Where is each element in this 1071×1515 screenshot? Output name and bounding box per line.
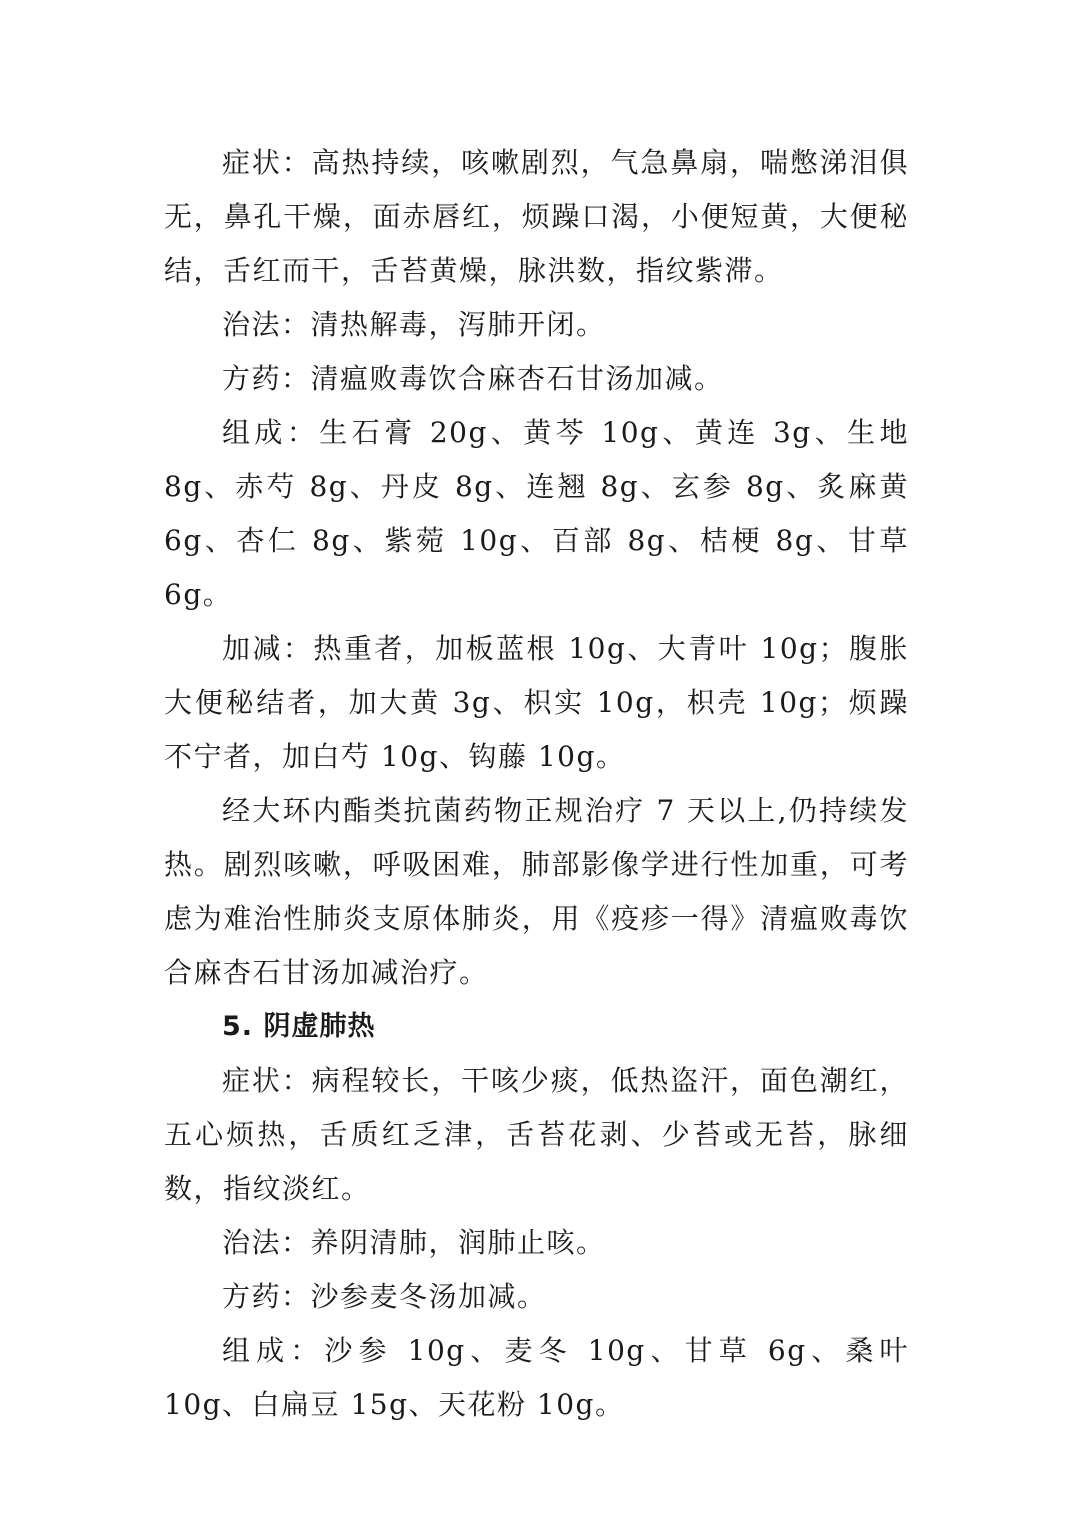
paragraph-prescription-yin: 方药：沙参麦冬汤加减。 bbox=[222, 1280, 547, 1313]
paragraph-composition-heat: 组成：生石膏 20g、黄芩 10g、黄连 3g、生地 8g、赤芍 8g、丹皮 8g、连翘 8g、玄参 8g、炙麻黄 6g、杏仁 8g、紫菀 10g、百部 8g、桔梗 8g、甘草 6g。 bbox=[164, 416, 909, 611]
paragraph-refractory-note: 经大环内酯类抗菌药物正规治疗 7 天以上,仍持续发热。剧烈咳嗽，呼吸困难，肺部影像学进行性加重，可考虑为难治性肺炎支原体肺炎，用《疫疹一得》清瘟败毒饮合麻杏石甘汤加减治疗。 bbox=[164, 794, 909, 989]
paragraph-composition-yin: 组成：沙参 10g、麦冬 10g、甘草 6g、桑叶 10g、白扁豆 15g、天花粉 10g。 bbox=[164, 1334, 909, 1421]
paragraph-symptoms-yin: 症状：病程较长，干咳少痰，低热盗汗，面色潮红，五心烦热，舌质红乏津，舌苔花剥、少苔或无苔，脉细数，指纹淡红。 bbox=[164, 1064, 909, 1205]
paragraph-modification-heat: 加减：热重者，加板蓝根 10g、大青叶 10g；腹胀大便秘结者，加大黄 3g、枳实 10g，枳壳 10g；烦躁不宁者，加白芍 10g、钩藤 10g。 bbox=[164, 632, 909, 773]
paragraph-treatment-heat: 治法：清热解毒，泻肺开闭。 bbox=[222, 308, 606, 341]
paragraph-treatment-yin: 治法：养阴清肺，润肺止咳。 bbox=[222, 1226, 606, 1259]
section-heading: 5. 阴虚肺热 bbox=[222, 1011, 376, 1042]
paragraph-prescription-heat: 方药：清瘟败毒饮合麻杏石甘汤加减。 bbox=[222, 362, 724, 395]
document-body bbox=[164, 136, 909, 1432]
paragraph-symptoms-heat: 症状：高热持续，咳嗽剧烈，气急鼻扇，喘憋涕泪俱无，鼻孔干燥，面赤唇红，烦躁口渴，小便短黄，大便秘结，舌红而干，舌苔黄燥，脉洪数，指纹紫滞。 bbox=[164, 146, 909, 287]
